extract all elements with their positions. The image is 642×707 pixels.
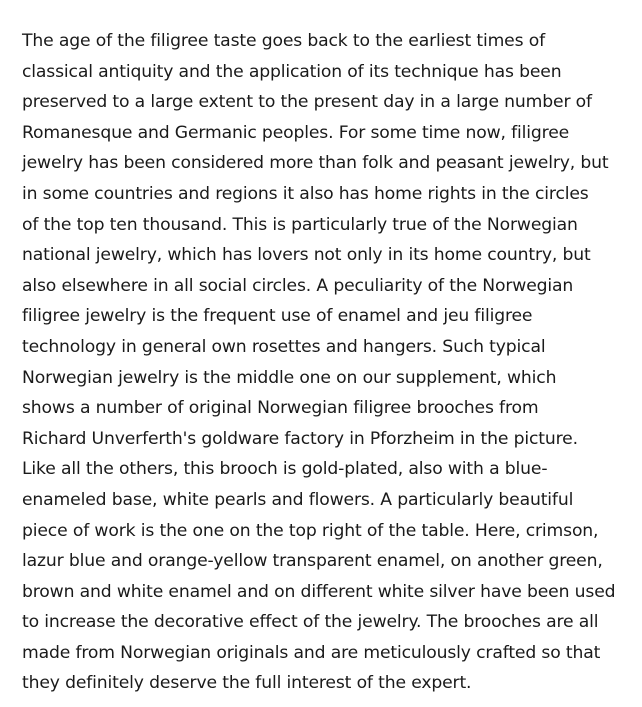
- text-line: lazur blue and orange-yellow transparent enamel, on another green,: [22, 551, 603, 572]
- text-line: classical antiquity and the application of its technique has been: [22, 61, 562, 82]
- text-line: Romanesque and Germanic peoples. For some time now, filigree: [22, 122, 570, 143]
- text-line: of the top ten thousand. This is particularly true of the Norwegian: [22, 214, 578, 235]
- text-line: piece of work is the one on the top right of the table. Here, crimson,: [22, 520, 599, 541]
- text-line: Like all the others, this brooch is gold-plated, also with a blue-: [22, 459, 548, 480]
- text-line: in some countries and regions it also has home rights in the circles: [22, 183, 589, 204]
- text-line: brown and white enamel and on different white silver have been used: [22, 581, 616, 602]
- text-line: enameled base, white pearls and flowers. A particularly beautiful: [22, 489, 574, 510]
- text-line: filigree jewelry is the frequent use of enamel and jeu filigree: [22, 306, 533, 327]
- text-line: made from Norwegian originals and are meticulously crafted so that: [22, 642, 601, 663]
- text-line: to increase the decorative effect of the jewelry. The brooches are all: [22, 612, 599, 633]
- text-line: Richard Unverferth's goldware factory in Pforzheim in the picture.: [22, 428, 578, 449]
- text-line: also elsewhere in all social circles. A peculiarity of the Norwegian: [22, 275, 574, 296]
- text-line: preserved to a large extent to the present day in a large number of: [22, 92, 592, 113]
- body-paragraph: [22, 26, 634, 699]
- text-line: shows a number of original Norwegian filigree brooches from: [22, 398, 539, 419]
- text-line: technology in general own rosettes and hangers. Such typical: [22, 336, 546, 357]
- text-line: they definitely deserve the full interest of the expert.: [22, 673, 472, 694]
- text-line: national jewelry, which has lovers not only in its home country, but: [22, 245, 591, 266]
- text-line: jewelry has been considered more than folk and peasant jewelry, but: [22, 153, 609, 174]
- text-line: Norwegian jewelry is the middle one on our supplement, which: [22, 367, 557, 388]
- text-line: The age of the filigree taste goes back to the earliest times of: [22, 31, 545, 51]
